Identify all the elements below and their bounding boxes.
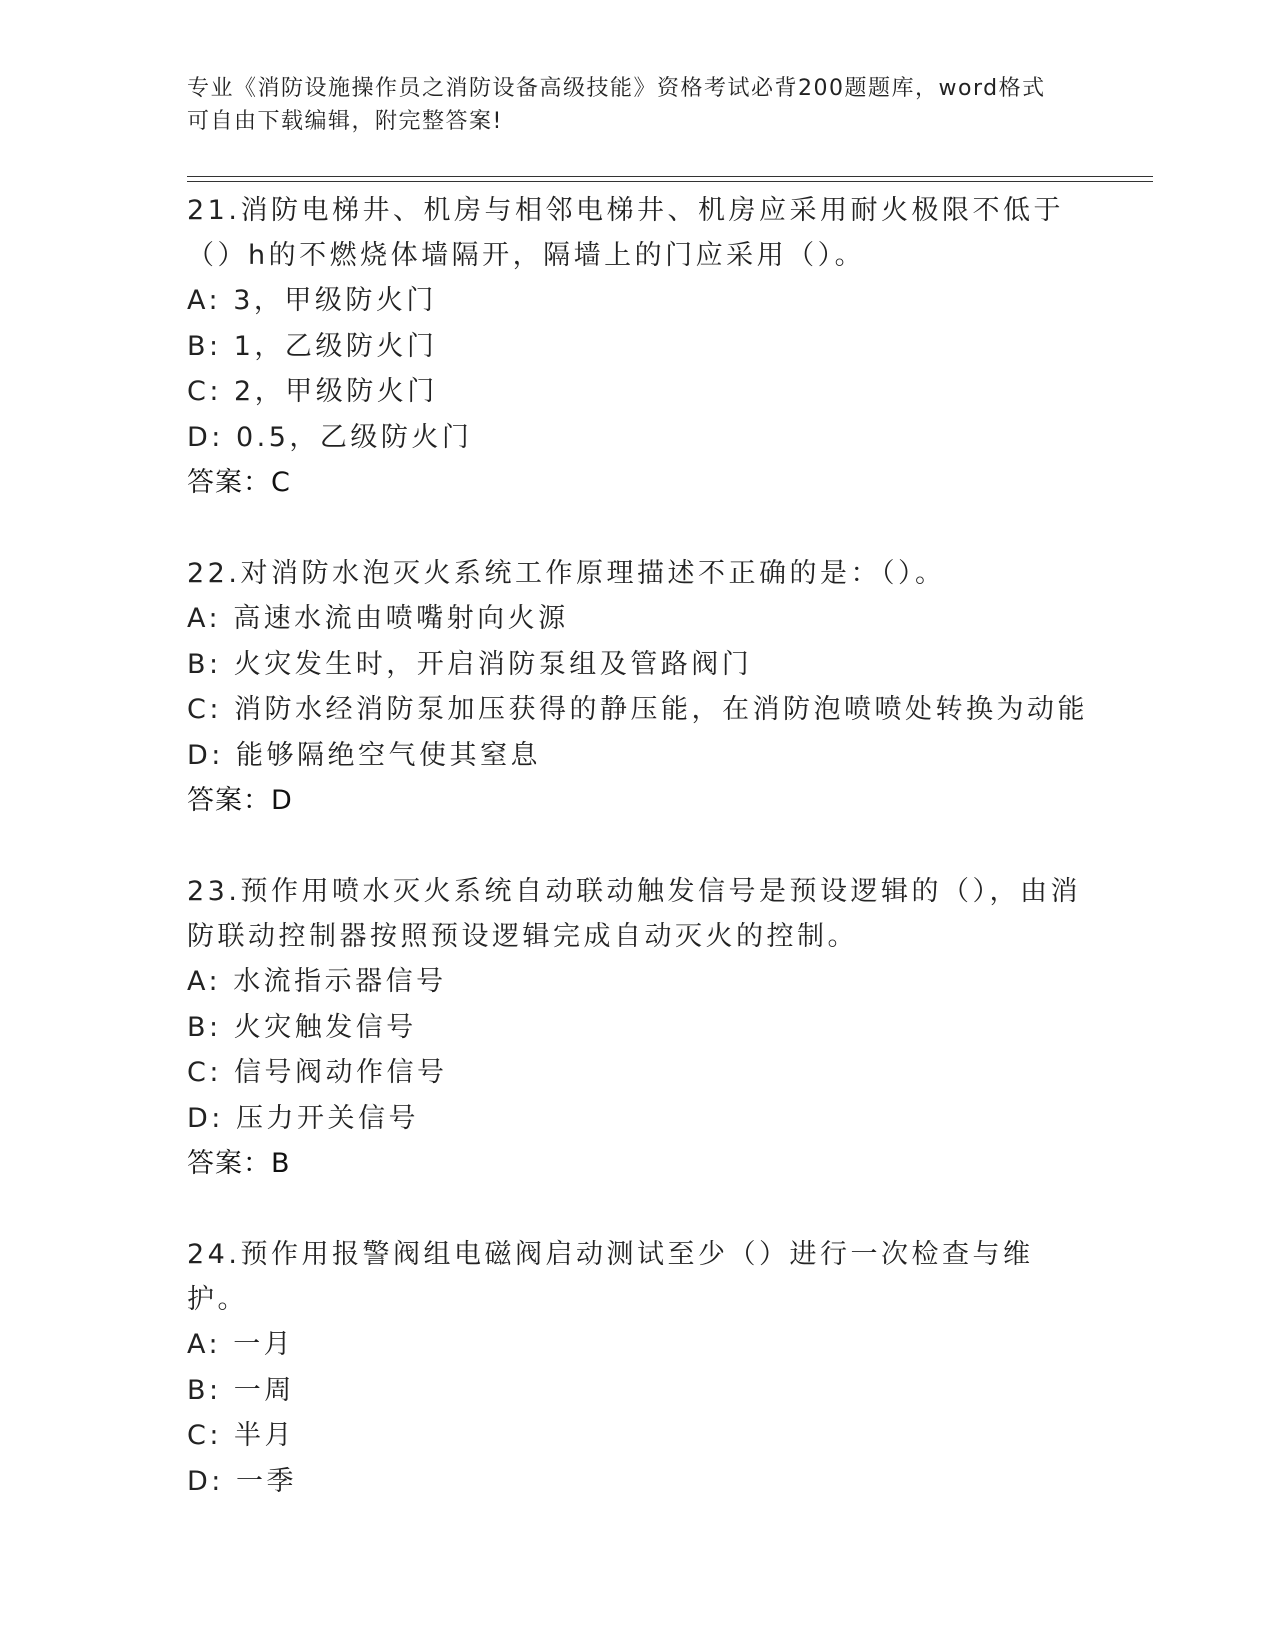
option-a <box>187 1322 1087 1368</box>
option-d <box>187 1096 1087 1142</box>
option-d <box>187 733 1087 779</box>
option-d <box>187 1459 1087 1505</box>
question-stem: 24.预作用报警阀组电磁阀启动测试至少（）进行一次检查与维护。 <box>187 1239 1034 1315</box>
option-key: D: <box>187 421 224 453</box>
option-key: C: <box>187 694 222 725</box>
question-list <box>187 188 1087 1504</box>
option-key: B: <box>187 330 222 362</box>
question-spacer <box>187 505 1087 551</box>
option-key: B: <box>187 1374 222 1406</box>
question-stem: 22.对消防水泡灭火系统工作原理描述不正确的是：（）。 <box>187 558 946 589</box>
option-c <box>187 369 1087 415</box>
option-text: 2，甲级防火门 <box>234 376 438 407</box>
answer-line: 答案：C <box>187 467 291 498</box>
option-key: B: <box>187 1011 222 1043</box>
option-text: 一周 <box>233 1374 295 1406</box>
option-key: B: <box>187 648 222 680</box>
question-22 <box>187 551 1087 823</box>
option-text: 高速水流由喷嘴射向火源 <box>233 603 569 634</box>
option-key: D: <box>187 739 224 771</box>
option-text: 1，乙级防火门 <box>233 330 438 362</box>
option-b <box>187 324 1087 370</box>
option-text: 一季 <box>235 1465 297 1497</box>
answer-line: 答案：D <box>187 785 293 816</box>
option-b <box>187 642 1087 688</box>
option-key: D: <box>187 1465 224 1497</box>
option-text: 能够隔绝空气使其窒息 <box>235 739 541 771</box>
document-title: 专业《消防设施操作员之消防设备高级技能》资格考试必背200题题库，word格式可自由下载编辑，附完整答案! <box>187 76 1046 134</box>
option-a <box>187 959 1087 1005</box>
option-b <box>187 1005 1087 1051</box>
option-key: A: <box>187 1329 222 1360</box>
option-c <box>187 1413 1087 1459</box>
option-text: 3，甲级防火门 <box>233 285 437 316</box>
option-text: 水流指示器信号 <box>233 966 447 997</box>
option-a <box>187 596 1087 642</box>
question-stem: 23.预作用喷水灭火系统自动联动触发信号是预设逻辑的（），由消防联动控制器按照预设逻辑完成自动灭火的控制。 <box>187 876 1081 952</box>
question-spacer <box>187 823 1087 869</box>
question-21 <box>187 188 1087 505</box>
option-c <box>187 687 1087 733</box>
option-text: 消防水经消防泵加压获得的静压能，在消防泡喷喷处转换为动能 <box>234 694 1089 725</box>
option-d <box>187 415 1087 461</box>
answer-line: 答案：B <box>187 1148 291 1179</box>
option-text: 一月 <box>233 1329 295 1360</box>
question-23 <box>187 869 1087 1186</box>
option-key: A: <box>187 285 222 316</box>
option-b <box>187 1368 1087 1414</box>
option-text: 压力开关信号 <box>235 1102 419 1134</box>
option-text: 0.5，乙级防火门 <box>235 421 473 453</box>
option-key: C: <box>187 376 222 407</box>
option-a <box>187 278 1087 324</box>
option-key: A: <box>187 966 222 997</box>
option-key: C: <box>187 1057 222 1088</box>
header-divider-bottom <box>187 181 1153 182</box>
option-key: A: <box>187 603 222 634</box>
option-c <box>187 1050 1087 1096</box>
header-divider-top <box>187 176 1153 177</box>
option-text: 半月 <box>234 1420 296 1451</box>
option-text: 信号阀动作信号 <box>234 1057 448 1088</box>
question-stem: 21.消防电梯井、机房与相邻电梯井、机房应采用耐火极限不低于（）h的不燃烧体墙隔开，隔墙上的门应采用（）。 <box>187 195 1064 271</box>
option-key: D: <box>187 1102 224 1134</box>
option-text: 火灾触发信号 <box>233 1011 417 1043</box>
option-key: C: <box>187 1420 222 1451</box>
question-spacer <box>187 1186 1087 1232</box>
question-24 <box>187 1232 1087 1504</box>
option-text: 火灾发生时，开启消防泵组及管路阀门 <box>233 648 753 680</box>
